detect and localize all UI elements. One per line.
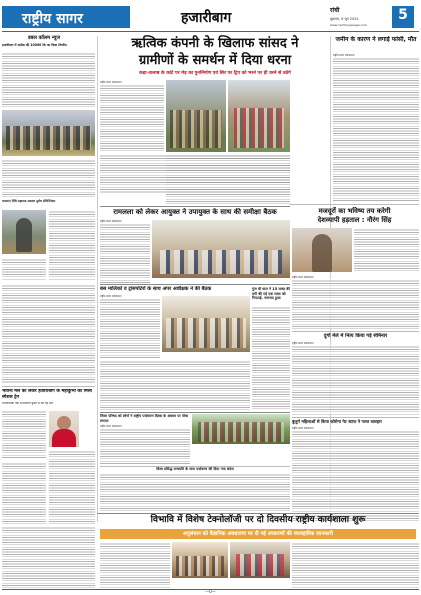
fourth-story-headline: जिला परिषद को लोगों ने राष्ट्रीय पर्यावरण दिवस के अवसर पर पौधा लगाया [100, 414, 189, 423]
workshop-stage [236, 554, 284, 576]
person-silhouette [16, 218, 32, 252]
right-small-text [292, 345, 419, 415]
third-story-photo [162, 296, 250, 352]
third-story-byline: राष्ट्रीय सागर संवाददाता [100, 295, 122, 298]
fifth-story-rule [292, 417, 419, 418]
top-story-text-1 [100, 84, 164, 152]
left-mid-subline: भावनात्मक नेडी शोभायात्री मुख्य से की गई मांग [2, 402, 54, 405]
workshop-audience [176, 556, 224, 576]
bottom-text-2 [292, 542, 419, 588]
top-story-text-3 [166, 154, 290, 204]
third-story-rule [100, 284, 290, 285]
left-blurb-headline: भावनाएं निधि सहायता अवतार दुर्लभ सेगिनिंगेशन [2, 199, 56, 203]
top-story-headline-2: ग्रामीणों के समर्थन में दिया धरना [138, 53, 292, 68]
right-col-text [333, 57, 419, 202]
group-of-people [6, 126, 91, 150]
left-text-6 [2, 410, 46, 458]
left-text-1 [2, 52, 95, 108]
fifth-story-byline: राष्ट्रीय सागर संवाददाता [292, 427, 314, 430]
fifth-story-text [292, 430, 419, 522]
second-story-rule [100, 206, 290, 207]
meeting-attendees [166, 318, 246, 348]
leader-portrait [312, 234, 332, 272]
right-small-byline: राष्ट्रीय सागर संवाददाता [292, 342, 314, 345]
right-col-byline: राष्ट्रीय सागर संवाददाता [333, 54, 355, 57]
footer-page-marker: —0— [205, 589, 216, 594]
right-small-headline: दुर्गा मेले में नित्य किया गई सेमिनार [323, 333, 388, 339]
bottom-photo-1 [172, 542, 228, 578]
website: www.rashtriyasagar.com [330, 23, 367, 27]
planting-group [198, 422, 284, 442]
strip-text [100, 473, 290, 511]
right-mid-photo [292, 228, 352, 272]
left-photo-2 [2, 210, 46, 254]
third-story-text-2 [100, 360, 250, 410]
left-column [2, 34, 95, 524]
second-story-photo [152, 220, 290, 278]
left-text-8 [2, 462, 46, 524]
right-col-headline: जमीन के कारण ने लगाई फांसी, मौत [335, 36, 417, 43]
second-story-text-1 [100, 223, 150, 283]
city-name: रांची [330, 7, 340, 14]
banner-headline: विभावि में विशेष टेक्नोलॉजी पर दो दिवसीय राष्ट्रीय कार्यशाला शुरू [150, 515, 366, 525]
meeting-table [160, 250, 282, 274]
left-bottom-text [2, 526, 95, 588]
right-mid-text-1 [354, 228, 419, 272]
left-headline: हजारीबाग में कांग्रेस की 10000 कि का किया वितरित [2, 43, 67, 47]
page-number: 5 [398, 7, 408, 23]
top-story-photo-1 [166, 80, 226, 152]
right-col-divider [290, 204, 419, 205]
left-divider [2, 386, 95, 387]
fourth-story-photo [192, 414, 290, 444]
sitting-villagers [234, 108, 284, 148]
left-text-7 [49, 450, 95, 524]
left-text-4 [2, 258, 46, 280]
col-rule-1 [97, 36, 98, 522]
second-story-byline: राष्ट्रीय सागर संवाददाता [100, 220, 122, 223]
strip-headline: विश्व प्रसिद्ध वनस्पति के साथ पर्यावरण की दिया गया संदेश [156, 467, 234, 471]
right-mid-text-2 [292, 279, 419, 329]
right-mid-headline-2: देशव्यापी हड़ताल : नौरंग सिंह [317, 216, 392, 224]
left-text-5 [2, 284, 95, 384]
woman-portrait-face [57, 416, 71, 430]
bottom-photo-2 [230, 542, 290, 578]
protest-crowd [170, 110, 222, 148]
top-story-byline: राष्ट्रीय सागर संवाददाता [100, 81, 122, 84]
fifth-story-headline: बुजुर्ग महिलाओं से किया कोरोना गेट स्टाफ ने गलत व्यवहार [292, 419, 382, 424]
mid-small-headline: गुंज वी चाल ने 15 लाख की ठगी की गई एक लावा को निपटाई, नामजद हुआ [252, 287, 290, 301]
masthead [0, 0, 421, 36]
issue-date: शुक्रवार, 6 जून 2025 [330, 17, 359, 21]
woman-portrait-saree [52, 429, 76, 447]
fourth-story-rule [100, 412, 290, 413]
left-mid-headline: भावनी मेले को लेकर हजारीबाग के महाकुंभों को मिली स्पेशल ट्रेन [2, 389, 92, 400]
fourth-story-text [100, 428, 190, 464]
second-story-headline: रामलला को लेकर आयुक्त ने उपायुक्त के साथ की समीक्षा बैठक [113, 208, 277, 216]
double-column-label: डबल कॉलम न्यूज [28, 35, 61, 41]
paper-name: राष्ट्रीय सागर [22, 11, 83, 27]
fourth-story-byline: राष्ट्रीय सागर संवाददाता [100, 425, 122, 428]
top-story-photo-2 [228, 80, 290, 152]
top-story-headline-1: ऋत्विक कंपनी के खिलाफ सांसद ने [131, 36, 299, 51]
left-portrait [49, 411, 79, 447]
third-story-text-1 [100, 298, 160, 358]
section-name: हजारीबाग [181, 10, 232, 26]
right-small-rule [292, 331, 419, 332]
banner-subheadline: अनुसंधान को वैज्ञानिक अवधारणा पर दी गई उपकरणों की व्यावहारिक जानकारी [183, 531, 333, 537]
left-photo-1 [2, 110, 95, 156]
bottom-text-1 [100, 542, 170, 588]
right-mid-byline: राष्ट्रीय सागर संवाददाता [292, 276, 314, 279]
left-text-2 [2, 159, 95, 197]
third-story-headline: बस मालिकों व ट्रांसपोर्टरों के साथ अपर अधीक्षक ने की बैठक [100, 286, 212, 292]
right-mid-headline-1: मजदूरों का भविष्य तय करेगी [318, 207, 391, 215]
top-story-subheadline: कहा-तालाब के कांटे पर मेड़ का पुनर्निर्माण एवं सिर पर ट्रिप को भरने पर ही धरने से उठेंगे [139, 71, 291, 76]
left-text-3 [49, 210, 95, 280]
mid-small-text [252, 306, 290, 410]
masthead-rule [2, 31, 419, 32]
